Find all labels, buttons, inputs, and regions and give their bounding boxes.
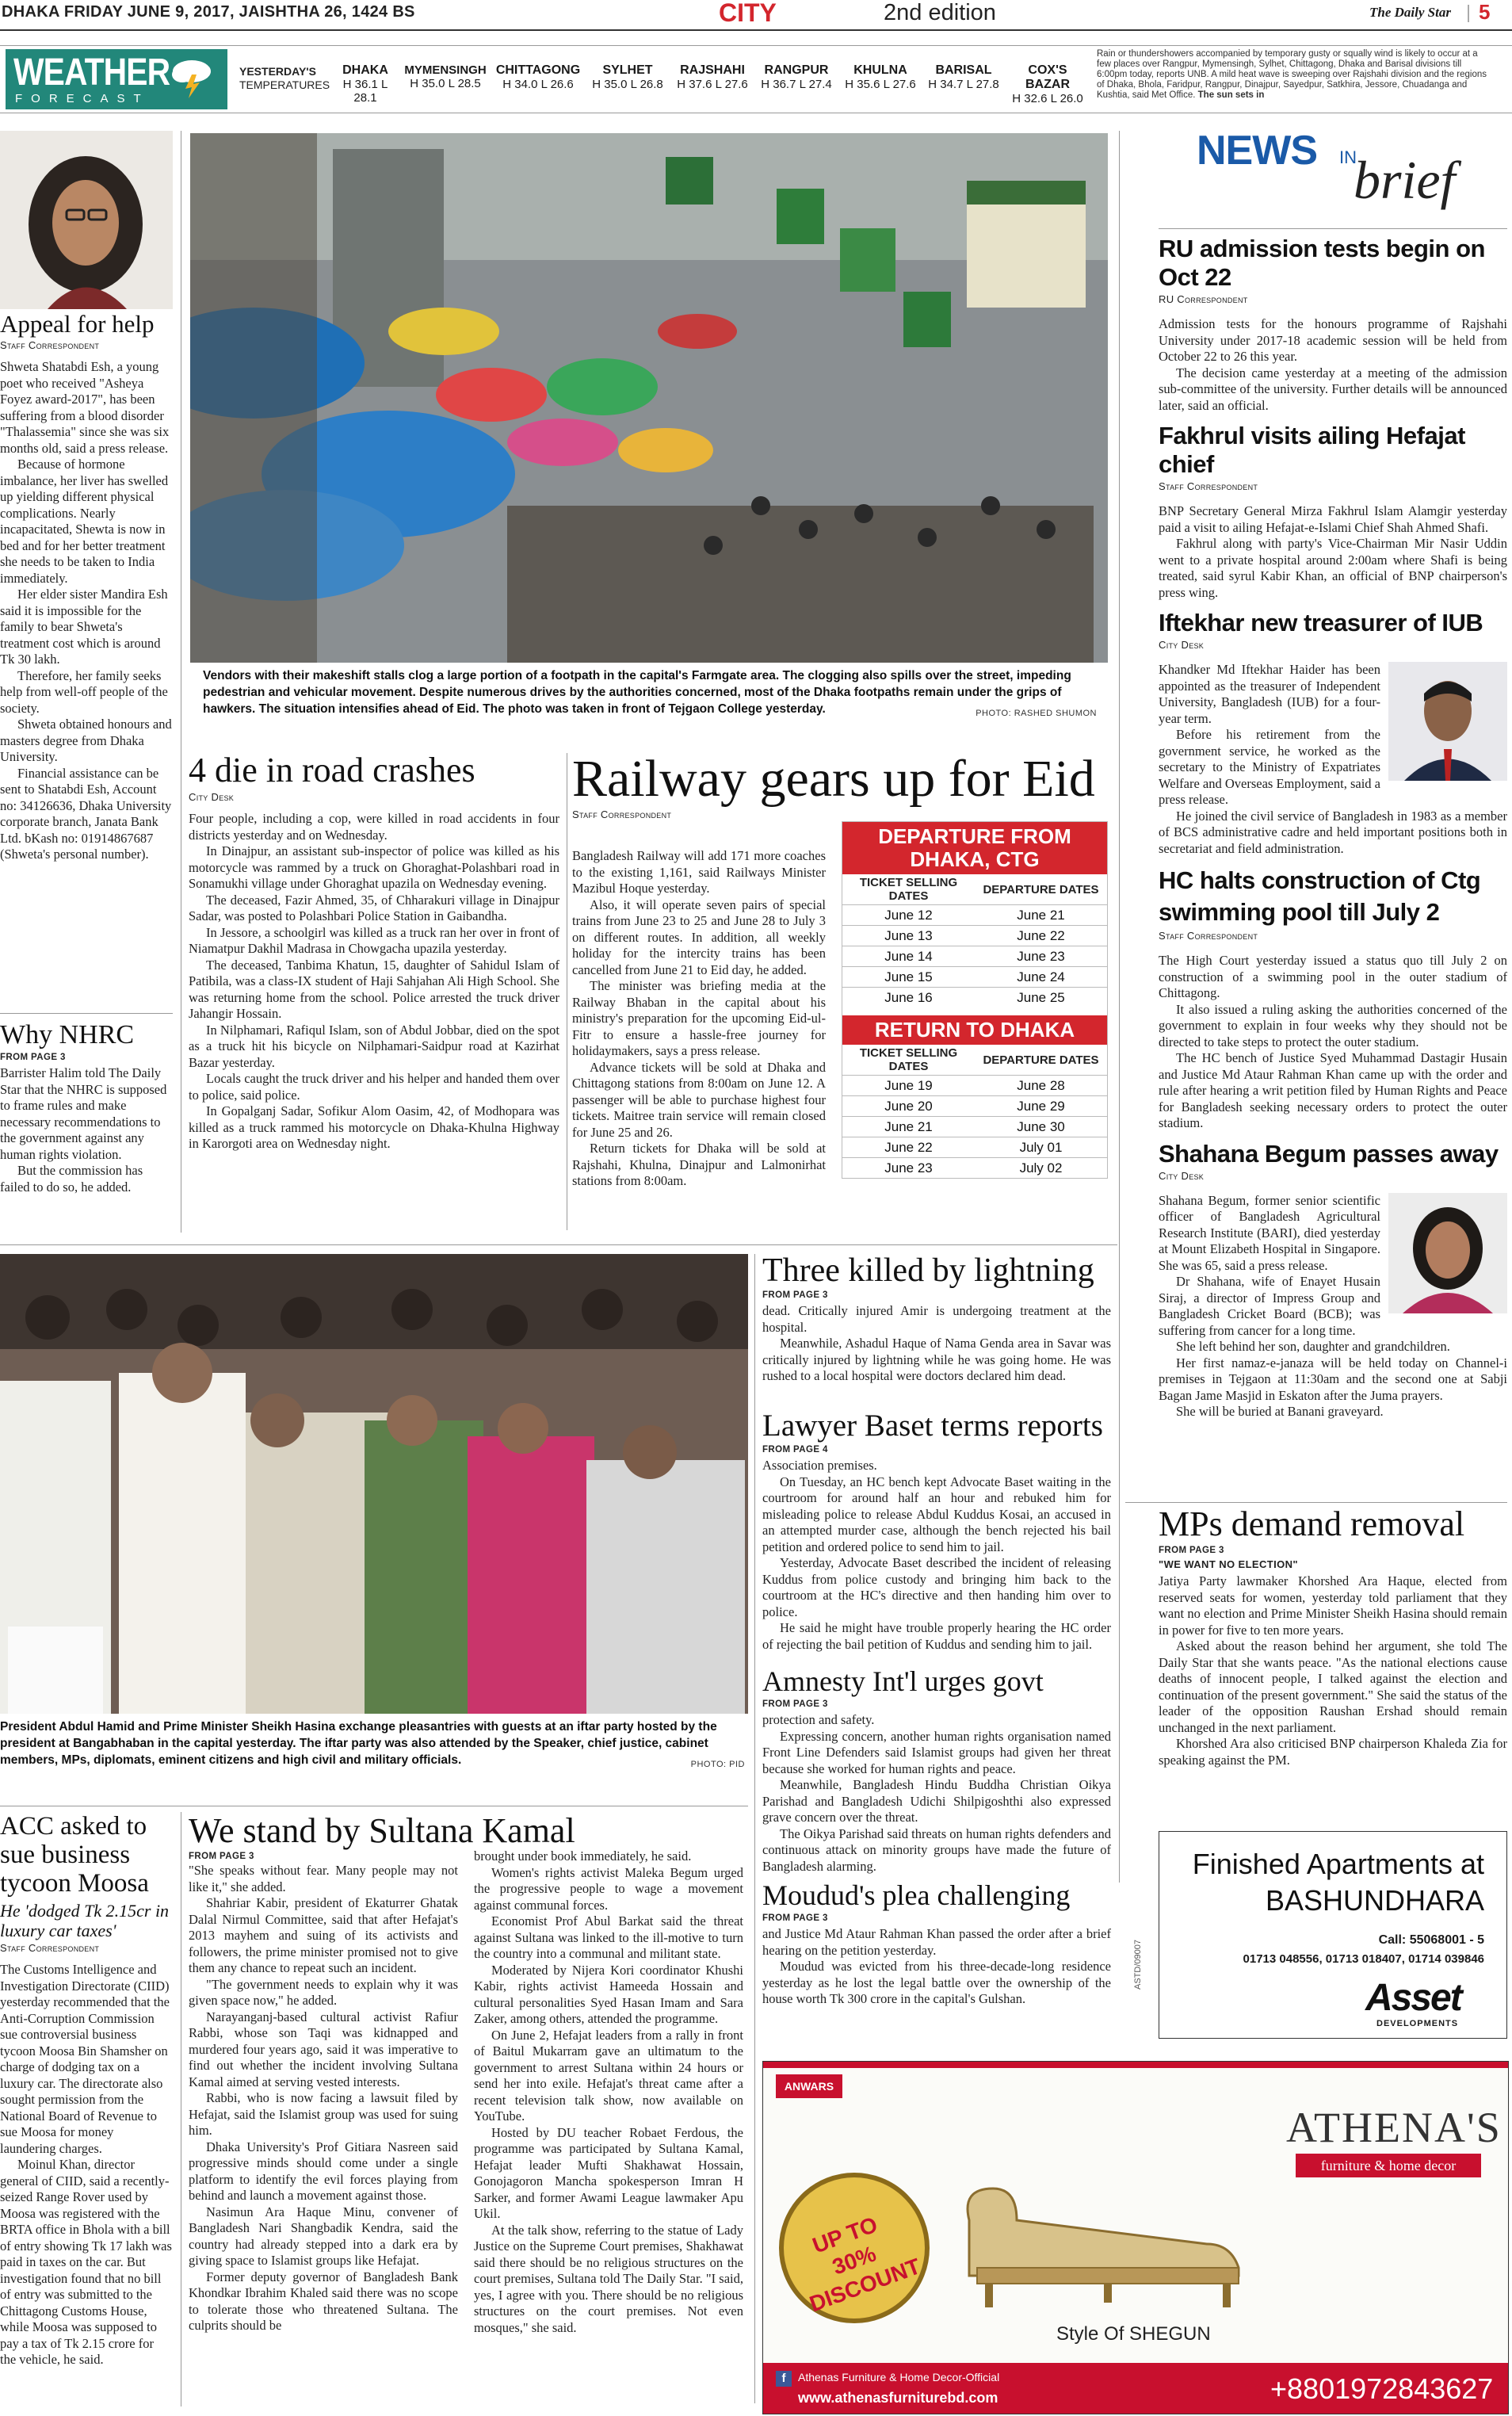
nhrc-from: FROM PAGE 3 bbox=[0, 1053, 66, 1062]
asset-ad-title: Finished Apartments at BASHUNDHARA bbox=[1192, 1848, 1484, 1917]
city-temp: KHULNA H 35.6 L 27.6 bbox=[845, 63, 916, 91]
poet-portrait-art bbox=[0, 131, 173, 309]
lawyer-headline: Lawyer Baset terms reports bbox=[762, 1409, 1103, 1443]
brief-logo-in: IN bbox=[1339, 147, 1357, 167]
athena-tag: furniture & home decor bbox=[1296, 2154, 1481, 2177]
athena-phone: +8801972843627 bbox=[1270, 2372, 1494, 2405]
moudud-body: and Justice Md Ataur Rahman Khan passed the order after a brief hearing on the petition yesterday. Moudud was evicted from his three-decade-long residence yesterday as he lost the legal battle over the ownership of the house worth Tk 300 crore in the capital's Gulshan. bbox=[762, 1926, 1111, 2006]
brief-item: RU admission tests begin on Oct 22 RU Correspondent Admission tests for the honours programme of Rajshahi University under 2017-18 academic session will be held from October 22 to 26 this year. The decision came yesterday at a meeting of the admission sub-committee of the university. Further details will be announced later, said an official. bbox=[1159, 235, 1507, 413]
farmgate-photo-art bbox=[190, 133, 1108, 663]
acc-article bbox=[0, 1812, 173, 2368]
temps-label-1: YESTERDAY'S bbox=[239, 65, 316, 78]
discount-text: UP TO 30% DISCOUNT bbox=[806, 2211, 924, 2317]
city-temp: BARISAL H 34.7 L 27.8 bbox=[928, 63, 999, 91]
iftar-caption-block bbox=[0, 1718, 745, 1773]
city-temp: COX'S BAZAR H 32.6 L 26.0 bbox=[1012, 63, 1083, 105]
page-divider bbox=[1468, 5, 1469, 22]
temps-label-2: TEMPERATURES bbox=[239, 78, 330, 91]
table-row: June 14 June 23 bbox=[842, 946, 1107, 967]
amnesty-headline: Amnesty Int'l urges govt bbox=[762, 1665, 1044, 1697]
brief-byline: Staff Correspondent bbox=[1159, 930, 1258, 942]
table-row: June 21 June 30 bbox=[842, 1117, 1107, 1137]
nhrc-body: Barrister Halim told The Daily Star that the NHRC is supposed to frame rules and make necessary recommendations to the government against any human rights violation. But the commission has failed to do so, he added. bbox=[0, 1065, 167, 1195]
city-temp: DHAKA H 36.1 L 28.1 bbox=[342, 63, 388, 105]
railway-headline: Railway gears up for Eid bbox=[572, 750, 1095, 808]
athena-web[interactable]: www.athenasfurniturebd.com bbox=[798, 2390, 998, 2406]
brief-headline: Iftekhar new treasurer of IUB bbox=[1159, 609, 1483, 636]
lightning-article bbox=[762, 1252, 1111, 1385]
lawyer-body: Association premises. On Tuesday, an HC bench kept Advocate Baset waiting in the courtroom for around half an hour and rebuked him for misleading police to release Abdul Kuddus Kosai, an accused in an attempted murder case, although the bench rejected his bail petition and ordered police to send him to jail. Yesterday, Advocate Baset described the incident of releasing Kuddus from police custody and bringing him back to the courtroom at the HC's directive and then handing him over to police. He said he might have trouble properly hearing the HC order of rejecting the bail petition of Kuddus and sending him to jail. bbox=[762, 1458, 1111, 1652]
city-temp: MYMENSINGH H 35.0 L 28.5 bbox=[404, 63, 487, 90]
city-temp: RANGPUR H 36.7 L 27.4 bbox=[761, 63, 832, 91]
temps-label bbox=[239, 65, 330, 92]
sultana-body-col1: "She speaks without fear. Many people may not like it," she added. Shahriar Kabir, president of Ekaturrer Ghatak Dalal Nirmul Committee, said that after Hefajat's 2013 mayhem and suing of its activists and followers, the prime minister promised not to give them any chance to repeat such an incident. "The government needs to explain why it was given space now," he added. Narayanganj-based cultural activist Rafiur Rabbi, whose son Taqi was kidnapped and murdered four years ago, said it was imperative to find out whether the incident involving Sultana Kamal aimed at serving vested interests. Rabbi, who is now facing a lawsuit filed by Hefajat, said the Islamist group was used for suing him. Dhaka University's Prof Gitiara Nasreen said progressive minds should come under a single platform to identify the evil forces playing from behind and launch a movement against those. Nasimun Ara Haque Minu, convener of Bangladesh Nari Shangbadik Kendra, said the country had already stepped into a dark era by giving space to Islamist groups like Hefajat. Former deputy governor of Bangladesh Bank Khondkar Ibrahim Khaled said there was no scope to tolerate those who threatened Sultana. The culprits should be bbox=[189, 1863, 458, 2333]
road-byline: City Desk bbox=[189, 791, 235, 803]
left-divider-1 bbox=[0, 1013, 173, 1014]
brief-byline: City Desk bbox=[1159, 639, 1205, 651]
athena-style: Style Of SHEGUN bbox=[1056, 2323, 1211, 2345]
brief-byline: Staff Correspondent bbox=[1159, 480, 1258, 492]
sultana-headline: We stand by Sultana Kamal bbox=[189, 1811, 575, 1850]
brief-headline: HC halts construction of Ctg swimming pool till July 2 bbox=[1159, 866, 1481, 926]
asset-ad-phones: 01713 048556, 01713 018407, 01714 039846 bbox=[1243, 1952, 1484, 1966]
iftar-credit: PHOTO: PID bbox=[690, 1760, 745, 1769]
anwars-badge: ANWARS bbox=[776, 2074, 842, 2098]
poet-portrait bbox=[0, 131, 173, 309]
brief-logo-brief: brief bbox=[1354, 150, 1456, 210]
departure-band: DEPARTURE FROM DHAKA, CTG bbox=[842, 822, 1107, 874]
return-table bbox=[842, 1045, 1107, 1178]
table-row: June 23 July 02 bbox=[842, 1158, 1107, 1179]
city-temps bbox=[331, 63, 1092, 103]
paper-logo: The Daily Star bbox=[1369, 5, 1451, 20]
iftar-caption: President Abdul Hamid and Prime Minister Sheikh Hasina exchange pleasantries with guests at an iftar party hosted by the president at Bangabhaban in the capital yesterday. The iftar party was also attended by the Speaker, chief justice, cabinet members, MPs, diplomats, eminent citizens and high civil and military officials. PHOTO: PID bbox=[0, 1718, 745, 1768]
acc-headline: ACC asked to sue business tycoon Moosa bbox=[0, 1812, 149, 1898]
amnesty-from: FROM PAGE 3 bbox=[762, 1699, 828, 1709]
city-temp: CHITTAGONG H 34.0 L 26.6 bbox=[495, 63, 581, 91]
discount-badge bbox=[779, 2173, 930, 2323]
brief-byline: RU Correspondent bbox=[1159, 293, 1248, 305]
brief-headline: Fakhrul visits ailing Hefajat chief bbox=[1159, 422, 1465, 478]
farmgate-caption: Vendors with their makeshift stalls clog a large portion of a footpath in the capital's Farmgate area. The clogging also spills over the street, impeding pedestrian and vehicular movement. Despite numerous drives by the authorities concerned, most of the Dhaka footpaths remain under the grips of hawkers. The situation intensifies ahead of Eid. The photo was taken in front of Tejgaon College yesterday. PHOTO: RASHED SHUMON bbox=[203, 667, 1097, 717]
sofa-illustration bbox=[953, 2157, 1254, 2315]
road-article bbox=[189, 751, 559, 1153]
weather-bar bbox=[0, 45, 1512, 113]
acc-subhead: He 'dodged Tk 2.15cr in luxury car taxes' bbox=[0, 1901, 170, 1940]
table-row: June 19 June 28 bbox=[842, 1076, 1107, 1096]
brief-item: Iftekhar new treasurer of IUB City Desk Khandker Md Iftekhar Haider has been appointed as the treasurer of Independent University, Bangladesh (IUB) for a four-year term. Before his retirement from the government service, he worked as the secretary to the Ministry of Expatriates Welfare and Overseas Employment, said a press release. He joined the civil service of Bangladesh in 1983 as a member of BCS administrative cadre and held important positions both in secretariat and field administration. bbox=[1159, 609, 1507, 856]
table-row: June 20 June 29 bbox=[842, 1096, 1107, 1117]
col-departure: DEPARTURE DATES bbox=[983, 1053, 1099, 1067]
weather-forecast: Rain or thundershowers accompanied by temporary gusty or squally wind is likely to occur at a few places over Rangpur, Mymensingh, Sylhet, Chittagong, Dhaka and Barisal divisions till 6:00pm today, reports UNB. A mild heat wave is sweeping over Rajshahi division and the regions of Dhaka, Bhola, Faridpur, Rangpur, Dinajpur, Sayedpur, Satkhira, Jessore, Chuadanga and Kushtia, said Met Office. The sun sets in bbox=[1097, 49, 1487, 100]
iftar-photo-art bbox=[0, 1254, 748, 1714]
asset-logo: Asset bbox=[1365, 1977, 1461, 2019]
amnesty-body: protection and safety. Expressing concern, another human rights organisation named Front Line Defenders said Islamist groups had given her threat because she worked for human rights and peace. Meanwhile, Bangladesh Hindu Buddha Christian Oikya Parishad and Bangladesh Udichi Shilpigoshthi also expressed grave concern over the threat. The Oikya Parishad said threats on human rights defenders and continuous attack on minority groups have made the future of Bangladesh alarming. bbox=[762, 1712, 1111, 1874]
col-ticket-selling: TICKET SELLING DATES bbox=[859, 876, 958, 903]
athena-footer bbox=[763, 2363, 1509, 2414]
col-departure: DEPARTURE DATES bbox=[983, 882, 1099, 896]
brief-item: HC halts construction of Ctg swimming pool till July 2 Staff Correspondent The High Court yesterday issued a status quo till July 2 on construction of a swimming pool in the outer stadium of Chittagong. It also issued a ruling asking the authorities concerned of the government to explain in four weeks why they should not be directed to take steps to protect the outer stadium. The HC bench of Justice Syed Muhammad Dastagir Husain and Justice Md Ataur Rahman Khan came up with the order and rule after hearing a writ petition filed by Human Rights and Peace for Bangladesh seeking necessary orders to protect the outer stadium. bbox=[1159, 866, 1507, 1130]
table-row: June 22 July 01 bbox=[842, 1137, 1107, 1158]
page-number: 5 bbox=[1479, 0, 1491, 24]
athena-ad-topbar bbox=[763, 2062, 1509, 2068]
brief-headline: RU admission tests begin on Oct 22 bbox=[1159, 235, 1485, 291]
brief-item: Shahana Begum passes away City Desk Shahana Begum, former senior scientific officer of Bangladesh Agricultural Research Institute (BARI), died yesterday at Mount Elizabeth Hospital in Singapore. She was 65, said a press release. Dr Shahana, wife of Enayet Husain Siraj, a director of Impress Group and Bangladesh Cricket Board (BCB); was suffering from cancer for a long time. She left behind her son, daughter and grandchildren. Her first namaz-e-janaza will be held today on Channel-i premises in Tejgaon at 11:30am and the second one at Sabji Bagan Jame Masjid in Eskaton after the Juma prayers. She will be buried at Banani graveyard. bbox=[1159, 1139, 1507, 1419]
mps-from: FROM PAGE 3 bbox=[1159, 1546, 1224, 1555]
brief-list bbox=[1159, 235, 1507, 1420]
acc-body: The Customs Intelligence and Investigation Directorate (CIID) yesterday recommended that the Anti-Corruption Commission sue controversial business tycoon Moosa Bin Shamsher on charge of dodging tax on a luxury car. The directorate also sought permission from the National Board of Revenue to sue Moosa for money laundering charges. Moinul Khan, director general of CIID, said a recently-seized Range Rover used by Moosa was registered with the BRTA office in Bhola with a bill of entry showing Tk 17 lakh was paid in taxes on the car. But investigation found that no bill of entry was submitted to the Chittagong Customs House, while Moosa was supposed to pay a tax of Tk 2.15 crore for the vehicle, he said. bbox=[0, 1962, 172, 2367]
mid-divider bbox=[0, 1244, 1117, 1245]
asset-logo-sub: DEVELOPMENTS bbox=[1376, 2019, 1459, 2028]
table-row: June 13 June 22 bbox=[842, 926, 1107, 946]
road-headline: 4 die in road crashes bbox=[189, 751, 475, 789]
section-label: CITY bbox=[719, 0, 777, 27]
col-ticket-selling: TICKET SELLING DATES bbox=[859, 1046, 958, 1073]
railway-byline: Staff Correspondent bbox=[572, 809, 672, 820]
appeal-body: Shweta Shatabdi Esh, a young poet who received "Asheya Foyez award-2017", has been suffering from a blood disorder "Thalassemia" since she was six months old, said a press release. Because of hormone imbalance, her liver has swelled up yielding different physical complications. Nearly incapacitated, Shewta is now in bed and for her better treatment she needs to be taken to India immediately. Her elder sister Mandira Esh said it is impossible for the family to bear Shweta's treatment cost which is around Tk 30 lakh. Therefore, her family seeks help from well-off people of the society. Shweta obtained honours and masters degree from Dhaka University. Financial assistance can be sent to Shatabdi Esh, Account no: 34126636, Dhaka University corporate branch, Janata Bank Ltd. bKash no: 01914867687 (Shweta's personal number). bbox=[0, 359, 172, 862]
farmgate-credit: PHOTO: RASHED SHUMON bbox=[976, 709, 1097, 718]
city-temp: SYLHET H 35.0 L 26.8 bbox=[592, 63, 663, 91]
sunset-label: The sun sets in bbox=[1197, 90, 1265, 100]
iftar-photo bbox=[0, 1254, 748, 1714]
thunderstorm-icon bbox=[168, 54, 217, 100]
appeal-byline: Staff Correspondent bbox=[0, 339, 100, 351]
masthead-rule bbox=[0, 29, 1512, 31]
lawyer-from: FROM PAGE 4 bbox=[762, 1445, 828, 1455]
railway-article bbox=[572, 751, 1109, 828]
brief-logo-rule bbox=[1159, 228, 1507, 229]
nhrc-headline: Why NHRC bbox=[0, 1020, 135, 1049]
brief-logo-news: NEWS bbox=[1197, 128, 1317, 174]
brief-item: Fakhrul visits ailing Hefajat chief Staff Correspondent BNP Secretary General Mirza Fakhrul Islam Alamgir yesterday paid a visit to ailing Hefajat-e-Islami Chief Shah Ahmed Shafi. Fakhrul along with party's Vice-Chairman Mir Nasir Uddin went to a private hospital around 2:00am where Shafi is being treated, said syrul Kabir Khan, an official of BNP chairperson's press wing. bbox=[1159, 422, 1507, 600]
mps-body: Jatiya Party lawmaker Khorshed Ara Haque, elected from reserved seats for women, yesterday told parliament that they want no election and Prime Minister Sheikh Hasina should remain in power for five to ten more years. Asked about the reason behind her argument, she told The Daily Star that she wants peace. "As the national elections cause deaths of innocent people, I talked against the election and continuation of the present government." She said the status of the leader of the opposition Raushan Ershad should remain unchanged in the next parliament. Khorshed Ara also criticised BNP chairperson Khaleda Zia for speaking against the PM. bbox=[1159, 1573, 1507, 1768]
asset-ad-code: ASTD/09007 bbox=[1133, 1940, 1143, 1990]
moudud-article bbox=[762, 1879, 1111, 2008]
nhrc-article bbox=[0, 1019, 173, 1195]
table-row: June 12 June 21 bbox=[842, 905, 1107, 926]
city-temp: RAJSHAHI H 37.6 L 27.6 bbox=[677, 63, 748, 91]
appeal-headline: Appeal for help bbox=[0, 310, 155, 338]
mps-article bbox=[1159, 1504, 1507, 1768]
moudud-headline: Moudud's plea challenging bbox=[762, 1879, 1071, 1911]
col-rule-iftar bbox=[754, 1254, 755, 2403]
athena-brand: ATHENA'S bbox=[1286, 2104, 1502, 2151]
brief-byline: City Desk bbox=[1159, 1169, 1205, 1182]
weather-title: WEATHER bbox=[13, 52, 170, 94]
lawyer-article bbox=[762, 1409, 1111, 1653]
brief-headline: Shahana Begum passes away bbox=[1159, 1139, 1499, 1168]
railway-body: Bangladesh Railway will add 171 more coaches to the existing 1,161, said Railways Minister Mazibul Hoque yesterday. Also, it will operate seven pairs of special trains from June 23 to 25 and June 28 to July 3 on different routes. In addition, all weekly holiday for the intercity trains has been cancelled from June 21 to Eid day, he added. The minister was briefing media at the Railway Bhaban in the capital about his ministry's preparation for the upcoming Eid-ul-Fitr to ensure a hassle-free journey for holidaymakers, says a press release. Advance tickets will be sold at Dhaka and Chittagong stations from 8:00am on June 12. A passenger will be able to purchase highest four tickets. Maitree train service will remain closed for June 25 and 26. Return tickets for Dhaka will be sold at Rajshahi, Khulna, Dinajpur and Lalmonirhat stations from 8:00am. bbox=[572, 848, 826, 1188]
edition-label: 2nd edition bbox=[884, 0, 996, 25]
brief-logo bbox=[1197, 127, 1498, 222]
road-body: Four people, including a cop, were killed in road accidents in four districts yesterday and on Wednesday. In Dinajpur, an assistant sub-inspector of police was killed as his motorcycle was rammed by a truck on Ghoraghat-Polashbari road in Sonamukhi village under Ghoraghat upazila on Wednesday evening. The deceased, Fazir Ahmed, 35, of Chharakuri village in Dinajpur Sadar, was posted to Polashbari Police Station in Gaibandha. In Jessore, a schoolgirl was killed as a truck ran her over in front of Niamatpur Dakhil Madrasa in Chowgacha upazila yesterday. The deceased, Tanbima Khatun, 15, daughter of Sahidul Islam of Patibila, was a class-IX student of Haji Sahjahan Ali High School. She was returning home from the school. Police arrested the truck driver Jahangir Hossain. In Nilphamari, Rafiqul Islam, son of Abdul Jobbar, died on the spot as a truck hit his bicycle on Nilphamari-Saidpur road at Kazirhat Bazar yesterday. Locals caught the truck driver and his helper and handed them over to police, said police. In Gopalganj Sadar, Sofikur Alom Oasim, 42, of Modhopara was killed as a truck rammed his motorcycle on Dhaka-Khulna Highway in Karorgoti area on Wednesday night. bbox=[189, 811, 559, 1151]
mps-headline: MPs demand removal bbox=[1159, 1504, 1465, 1543]
asset-ad bbox=[1159, 1831, 1507, 2039]
departure-table bbox=[842, 874, 1107, 1007]
farmgate-caption-block bbox=[203, 667, 1097, 722]
moudud-from: FROM PAGE 3 bbox=[762, 1913, 828, 1923]
table-row: June 15 June 24 bbox=[842, 967, 1107, 988]
athena-ad bbox=[762, 2061, 1509, 2414]
asset-ad-call: Call: 55068001 - 5 bbox=[1378, 1933, 1484, 1947]
facebook-icon: f bbox=[776, 2371, 792, 2387]
railway-schedule bbox=[842, 821, 1108, 1179]
appeal-article bbox=[0, 311, 173, 863]
mps-kicker: "WE WANT NO ELECTION" bbox=[1159, 1558, 1298, 1570]
athena-fb[interactable]: Athenas Furniture & Home Decor-Official bbox=[798, 2371, 1000, 2384]
table-row: June 16 June 25 bbox=[842, 988, 1107, 1008]
shahana-portrait bbox=[1388, 1193, 1507, 1313]
return-band: RETURN TO DHAKA bbox=[842, 1015, 1107, 1045]
mps-top-rule bbox=[1125, 1502, 1507, 1503]
weather-logo bbox=[6, 49, 227, 109]
acc-byline: Staff Correspondent bbox=[0, 1942, 100, 1954]
amnesty-article bbox=[762, 1665, 1111, 1875]
lightning-from: FROM PAGE 3 bbox=[762, 1290, 828, 1300]
weather-subtitle: FORECAST bbox=[15, 92, 150, 105]
farmgate-photo bbox=[190, 133, 1108, 663]
sultana-from: FROM PAGE 3 bbox=[189, 1852, 254, 1861]
iftekhar-portrait bbox=[1388, 662, 1507, 781]
lightning-headline: Three killed by lightning bbox=[762, 1252, 1094, 1289]
masthead bbox=[0, 0, 1512, 30]
sultana-body-col2: brought under book immediately, he said. Women's rights activist Maleka Begum urged the progressive people to wage a movement against communal forces. Economist Prof Abul Barkat said the threat against Sultana was linked to the ill-motive to turn the country into a communal and militant state. Moderated by Nijera Kori coordinator Khushi Kabir, rights activist Hameeda Hossain and cultural personalities Syed Hasan Imam and Sara Zaker, among others, attended the programme. On June 2, Hefajat leaders from a rally in front of Baitul Mukarram gave an ultimatum to the government to arrest Sultana within 24 hours or send her into exile. Hefajat's threat came after a recent television talk show, now available on YouTube. Hosted by DU teacher Robaet Ferdous, the programme was participated by Sultana Kamal, Hefajat leader Mufti Shakhawat Hossain, Gonojagoron Mancha spokesperson Imran H Sarker, and former Awami League lawmaker Apu Ukil. At the talk show, referring to the statue of Lady Justice on the Supreme Court premises, Shakhawat said there should be no religious structures on the court premises, Sultana told The Daily Star. "I said, yes, I agree with you. There should be no religious structures on the court premises. Not even mosques," she said. bbox=[474, 1848, 743, 2335]
dateline: DHAKA FRIDAY JUNE 9, 2017, JAISHTHA 26, 1424 BS bbox=[2, 3, 415, 21]
lightning-body: dead. Critically injured Amir is undergoing treatment at the hospital. Meanwhile, Ashadul Haque of Nama Genda area in Savar was critically injured by lightning while he was going home. He was rushed to a local hospital were doctors declared him dead. bbox=[762, 1303, 1111, 1383]
col-rule-right bbox=[1119, 131, 1120, 1883]
